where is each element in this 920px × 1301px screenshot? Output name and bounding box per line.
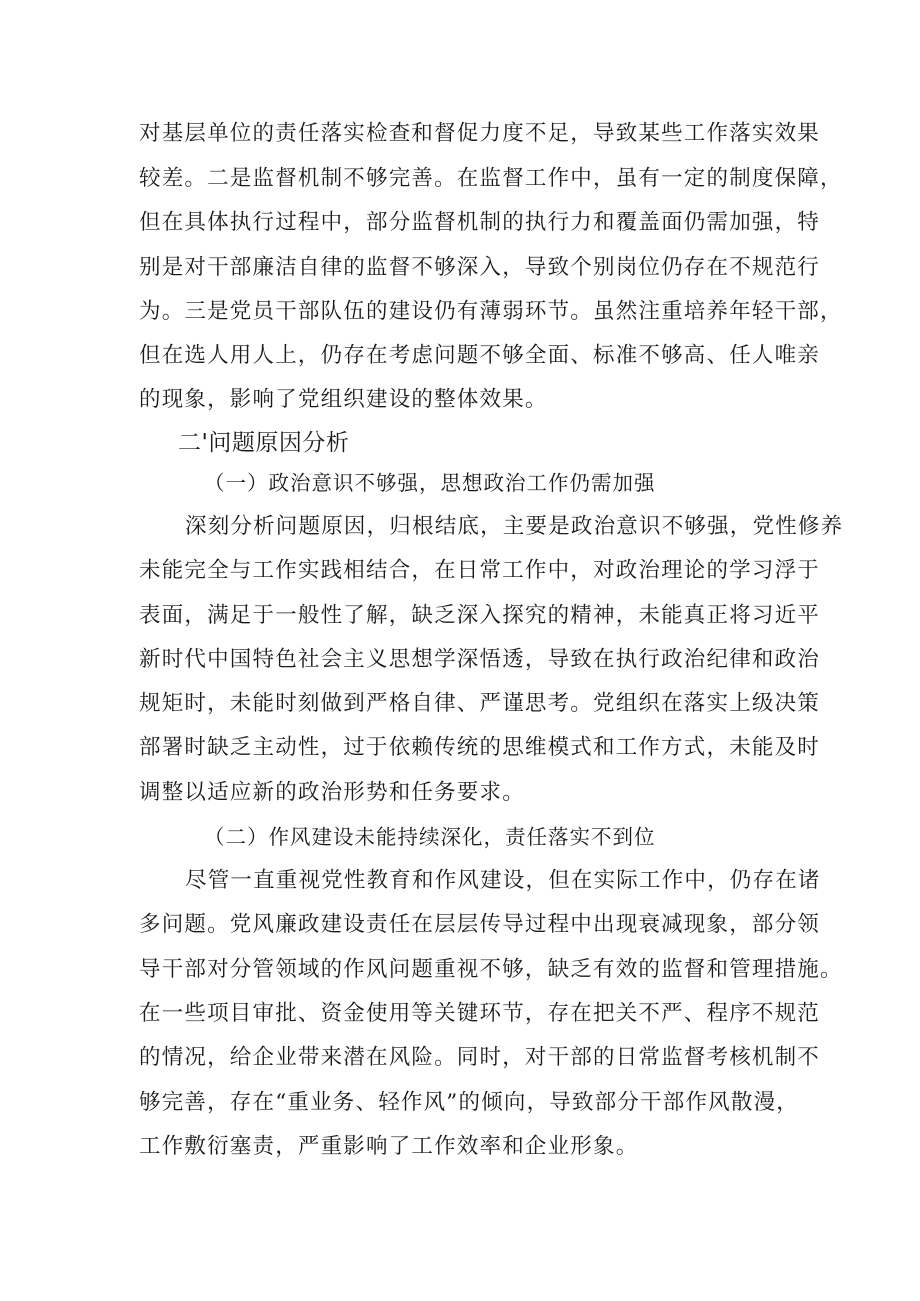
text-line: 尽管一直重视党性教育和作风建设，但在实际工作中，仍存在诸 bbox=[185, 868, 821, 893]
subsection-title: （二）作风建设未能持续深化，责任落实不到位 bbox=[204, 825, 656, 849]
text-line: 导干部对分管领域的作风问题重视不够，缺乏有效的监督和管理措施。 bbox=[139, 957, 843, 982]
text-line: 规矩时，未能时刻做到严格自律、严谨思考。党组织在落实上级决策 bbox=[139, 691, 821, 716]
text-line: 但在选人用人上，仍存在考虑问题不够全面、标准不够高、任人唯亲 bbox=[139, 343, 821, 368]
text-line: 工作敷衍塞责，严重影响了工作效率和企业形象。 bbox=[139, 1134, 639, 1159]
text-line: 未能完全与工作实践相结合，在日常工作中，对政治理论的学习浮于 bbox=[139, 558, 821, 583]
text-line: 部署时缺乏主动性，过于依赖传统的思维模式和工作方式，未能及时 bbox=[139, 735, 821, 760]
text-line: 表面，满足于一般性了解，缺乏深入探究的精神，未能真正将习近平 bbox=[139, 603, 821, 628]
section-heading: 二'问题原因分析 bbox=[178, 430, 350, 456]
text-line: 调整以适应新的政治形势和任务要求。 bbox=[139, 780, 525, 805]
text-line: 为。三是党员干部队伍的建设仍有薄弱环节。虽然注重培养年轻干部， bbox=[139, 299, 843, 324]
text-line: 的现象，影响了党组织建设的整体效果。 bbox=[139, 387, 548, 412]
text-line: 新时代中国特色社会主义思想学深悟透，导致在执行政治纪律和政治 bbox=[139, 647, 821, 672]
text-line: 别是对干部廉洁自律的监督不够深入，导致个别岗位仍存在不规范行 bbox=[139, 255, 821, 280]
text-line: 深刻分析问题原因，归根结底，主要是政治意识不够强，党性修养 bbox=[185, 514, 844, 539]
text-line: 对基层单位的责任落实检查和督促力度不足，导致某些工作落实效果 bbox=[139, 121, 821, 146]
text-line: 但在具体执行过程中，部分监督机制的执行力和覆盖面仍需加强，特 bbox=[139, 210, 821, 235]
text-line: 较差。二是监督机制不够完善。在监督工作中，虽有一定的制度保障， bbox=[139, 166, 843, 191]
text-line: 在一些项目审批、资金使用等关键环节，存在把关不严、程序不规范 bbox=[139, 1001, 821, 1026]
text-line: 够完善，存在“重业务、轻作风”的倾向，导致部分干部作风散漫， bbox=[139, 1090, 799, 1115]
subsection-title: （一）政治意识不够强，思想政治工作仍需加强 bbox=[204, 471, 656, 495]
text-line: 的情况，给企业带来潜在风险。同时，对干部的日常监督考核机制不 bbox=[139, 1045, 821, 1070]
text-line: 多问题。党风廉政建设责任在层层传导过程中出现衰减现象，部分领 bbox=[139, 912, 821, 937]
